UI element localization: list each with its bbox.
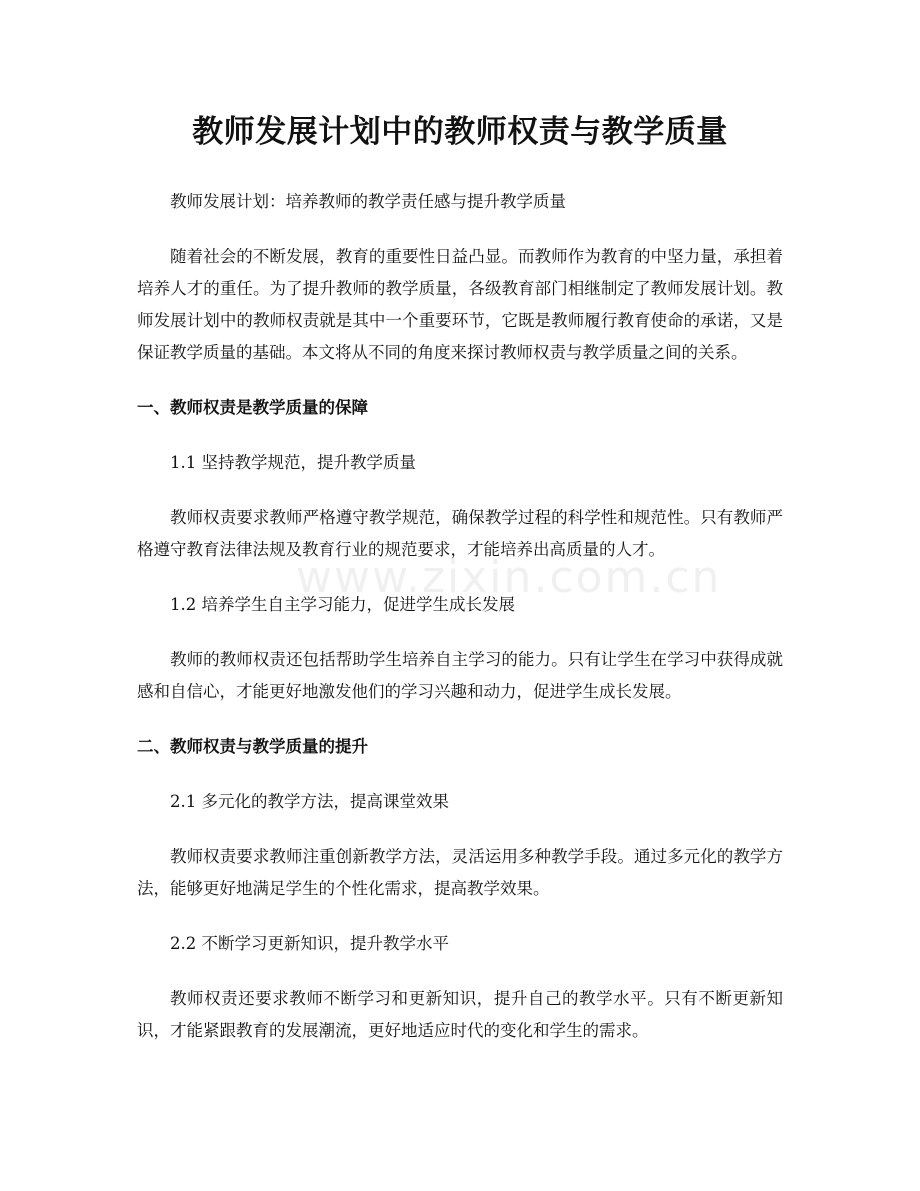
watermark: www.zixin.com.cn [296, 552, 722, 603]
section1-heading: 一、教师权责是教学质量的保障 [137, 398, 368, 417]
section2-sub1-heading: 2.1 多元化的教学方法，提高课堂效果 [170, 792, 449, 811]
section2-heading: 二、教师权责与教学质量的提升 [137, 737, 368, 756]
document-title: 教师发展计划中的教师权责与教学质量 [192, 114, 728, 150]
section2-sub2-heading: 2.2 不断学习更新知识，提升教学水平 [170, 934, 449, 953]
document-subtitle: 教师发展计划：培养教师的教学责任感与提升教学质量 [170, 192, 566, 211]
section2-sub2-body: 教师权责还要求教师不断学习和更新知识，提升自己的教学水平。只有不断更新知识，才能紧跟教育的发展潮流，更好地适应时代的变化和学生的需求。 [137, 989, 783, 1040]
section1-sub1-heading: 1.1 坚持教学规范，提升教学质量 [170, 453, 416, 472]
section1-sub1-body: 教师权责要求教师严格遵守教学规范，确保教学过程的科学性和规范性。只有教师严格遵守教育法律法规及教育行业的规范要求，才能培养出高质量的人才。 [137, 508, 783, 559]
section2-sub1-body: 教师权责要求教师注重创新教学方法，灵活运用多种教学手段。通过多元化的教学方法，能够更好地满足学生的个性化需求，提高教学效果。 [137, 847, 783, 898]
intro-paragraph: 随着社会的不断发展，教育的重要性日益凸显。而教师作为教育的中坚力量，承担着培养人才的重任。为了提升教师的教学质量，各级教育部门相继制定了教师发展计划。教师发展计划中的教师权责就是其中一个重要环节，它既是教师履行教育使命的承诺，又是保证教学质量的基础。本文将从不同的角度来探讨教师权责与教学质量之间的关系。 [137, 247, 783, 362]
section1-sub2-heading: 1.2 培养学生自主学习能力，促进学生成长发展 [170, 595, 515, 614]
section1-sub2-body: 教师的教师权责还包括帮助学生培养自主学习的能力。只有让学生在学习中获得成就感和自信心，才能更好地激发他们的学习兴趣和动力，促进学生成长发展。 [137, 650, 783, 701]
